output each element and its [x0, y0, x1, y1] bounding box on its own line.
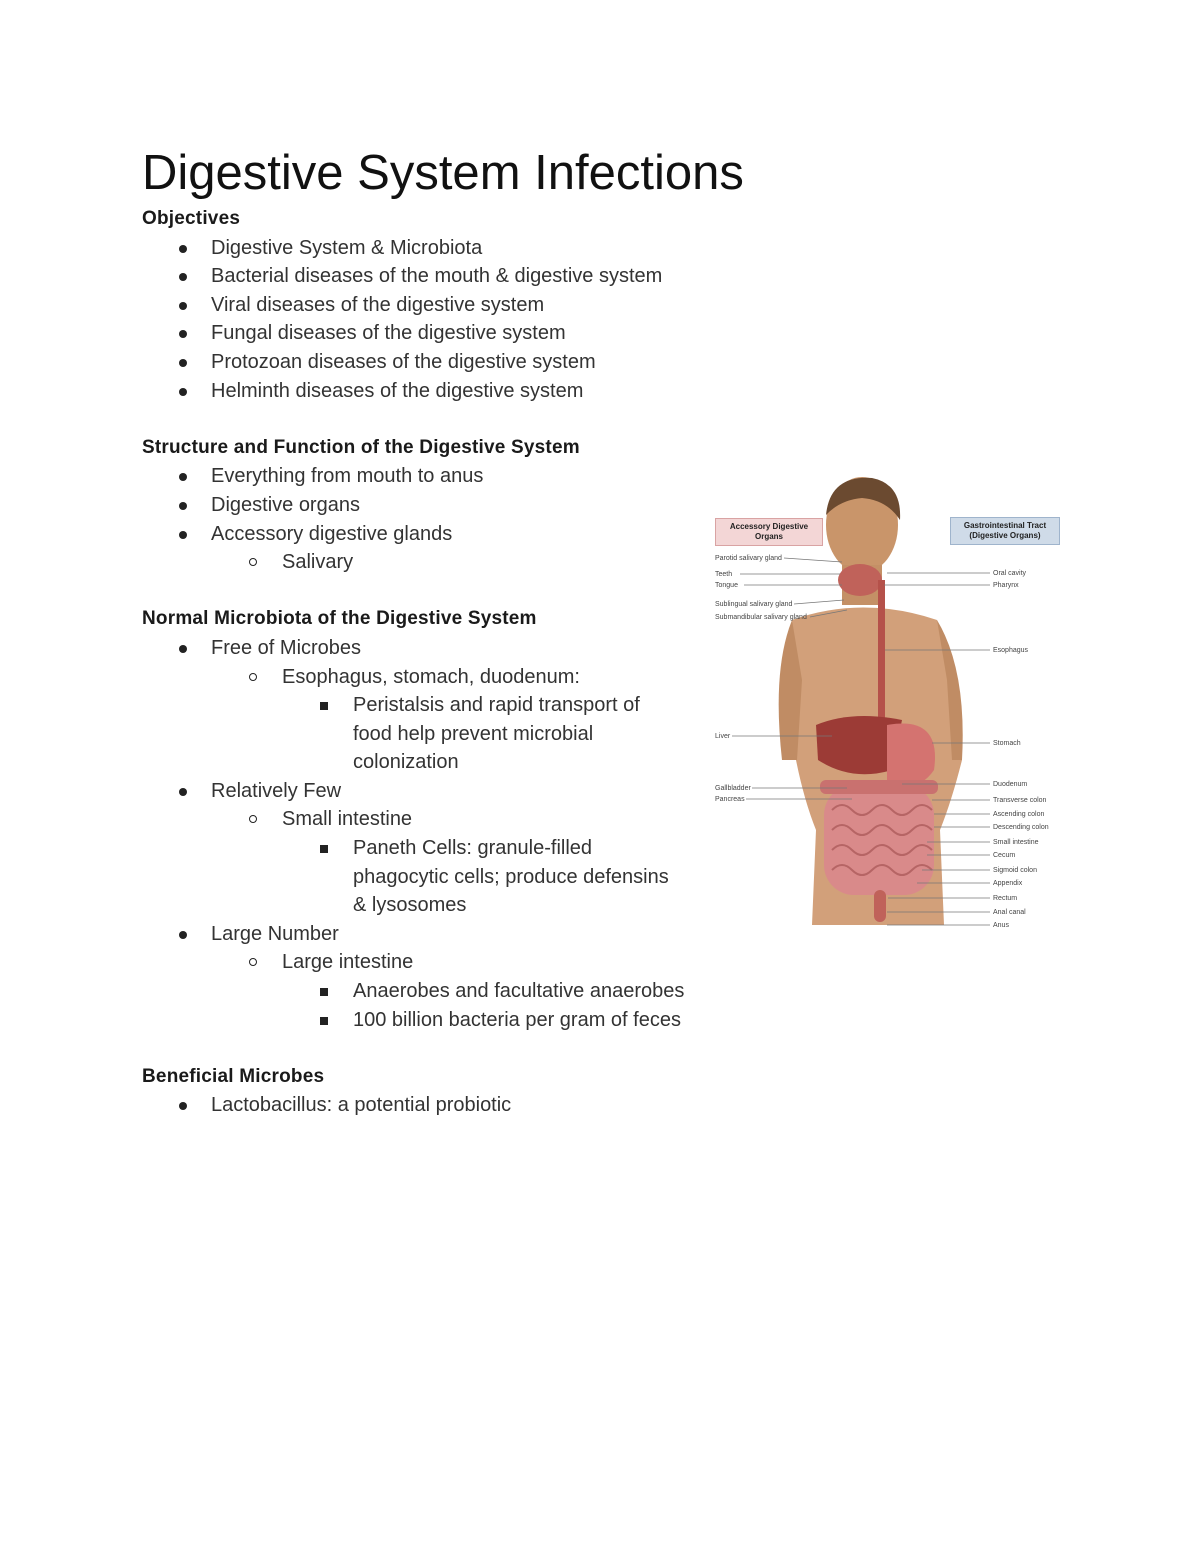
- colon-shape: [820, 780, 938, 794]
- sublist-item: [142, 948, 742, 1034]
- label-esophagus: Esophagus: [993, 647, 1029, 654]
- list-item: Protozoan diseases of the digestive system: [142, 348, 742, 377]
- sublist-item-text: Large intestine: [282, 951, 414, 974]
- list-item: Fungal diseases of the digestive system: [142, 319, 742, 348]
- sublist: [211, 663, 742, 777]
- list-item: Helminth diseases of the digestive system: [142, 377, 742, 406]
- label-rectum: Rectum: [993, 895, 1018, 902]
- list-item: Bacterial diseases of the mouth & digestive system: [142, 262, 742, 291]
- sublist-item-text: Esophagus, stomach, duodenum:: [282, 665, 580, 688]
- label-duodenum: Duodenum: [993, 781, 1028, 788]
- list-item: [142, 920, 742, 1034]
- list-item-text: Free of Microbes: [211, 636, 362, 659]
- esophagus-shape: [878, 580, 885, 730]
- label-oral-cavity: Oral cavity: [993, 570, 1027, 577]
- sublist-item: [142, 663, 742, 777]
- list-item-text: Large Number: [211, 922, 339, 945]
- label-submandibular: Submandibular salivary gland: [715, 614, 807, 621]
- sublist-item: Salivary: [142, 548, 742, 577]
- detail-list: [282, 691, 742, 777]
- objectives-heading: Objectives: [142, 208, 241, 229]
- objectives-list: [142, 234, 742, 406]
- list-item-text: Accessory digestive glands: [211, 522, 453, 545]
- label-ascending-colon: Ascending colon: [993, 811, 1045, 818]
- detail-item: 100 billion bacteria per gram of feces: [142, 1006, 753, 1035]
- label-sublingual: Sublingual salivary gland: [715, 601, 793, 608]
- document-body: [142, 205, 742, 1120]
- structure-heading: Structure and Function of the Digestive System: [142, 436, 580, 458]
- label-gallbladder: Gallbladder: [715, 785, 751, 792]
- label-tongue: Tongue: [715, 582, 738, 589]
- microbiota-heading: Normal Microbiota of the Digestive System: [142, 608, 537, 630]
- detail-list: [282, 834, 742, 920]
- beneficial-heading: Beneficial Microbes: [142, 1065, 325, 1087]
- beneficial-list: [142, 1091, 742, 1120]
- label-liver: Liver: [715, 733, 731, 740]
- sublist: [211, 805, 742, 919]
- list-item: [142, 777, 742, 920]
- list-item: Digestive System & Microbiota: [142, 234, 742, 263]
- list-item: Everything from mouth to anus: [142, 462, 742, 491]
- microbiota-list: [142, 634, 742, 1034]
- label-sigmoid-colon: Sigmoid colon: [993, 867, 1037, 874]
- label-anus: Anus: [993, 922, 1009, 929]
- detail-item: Anaerobes and facultative anaerobes: [142, 977, 753, 1006]
- page-title: Digestive System Infections: [142, 146, 744, 200]
- label-descending-colon: Descending colon: [993, 824, 1049, 831]
- label-anal-canal: Anal canal: [993, 909, 1026, 916]
- sublist: [211, 948, 742, 1034]
- label-stomach: Stomach: [993, 740, 1021, 747]
- list-item: Viral diseases of the digestive system: [142, 291, 742, 320]
- detail-list: [282, 977, 742, 1034]
- rectum-shape: [874, 890, 886, 922]
- detail-item: Peristalsis and rapid transport of food help prevent microbial colonization: [142, 691, 673, 777]
- sublist: [211, 548, 742, 577]
- list-item: [142, 520, 742, 577]
- oral-cavity-shape: [838, 564, 882, 596]
- intestines-shape: [824, 785, 934, 895]
- accessory-organs-box: Accessory Digestive Organs: [715, 518, 823, 546]
- structure-list: [142, 462, 742, 576]
- label-pharynx: Pharynx: [993, 582, 1019, 589]
- sublist-item-text: Small intestine: [282, 808, 413, 831]
- list-item: [142, 634, 742, 777]
- label-teeth: Teeth: [715, 571, 733, 578]
- detail-item: Paneth Cells: granule-filled phagocytic cells; produce defensins & lysosomes: [142, 834, 673, 920]
- list-item: Lactobacillus: a potential probiotic: [142, 1091, 742, 1120]
- list-item: Digestive organs: [142, 491, 742, 520]
- label-transverse-colon: Transverse colon: [993, 797, 1047, 804]
- sublist-item: [142, 805, 742, 919]
- digestive-system-figure: [712, 470, 1064, 930]
- gi-tract-box: Gastrointestinal Tract (Digestive Organs): [950, 517, 1060, 545]
- label-appendix: Appendix: [993, 880, 1023, 887]
- label-parotid: Parotid salivary gland: [715, 555, 782, 562]
- label-cecum: Cecum: [993, 852, 1016, 859]
- label-pancreas: Pancreas: [715, 796, 745, 803]
- list-item-text: Relatively Few: [211, 779, 342, 802]
- label-small-intestine: Small intestine: [993, 839, 1039, 846]
